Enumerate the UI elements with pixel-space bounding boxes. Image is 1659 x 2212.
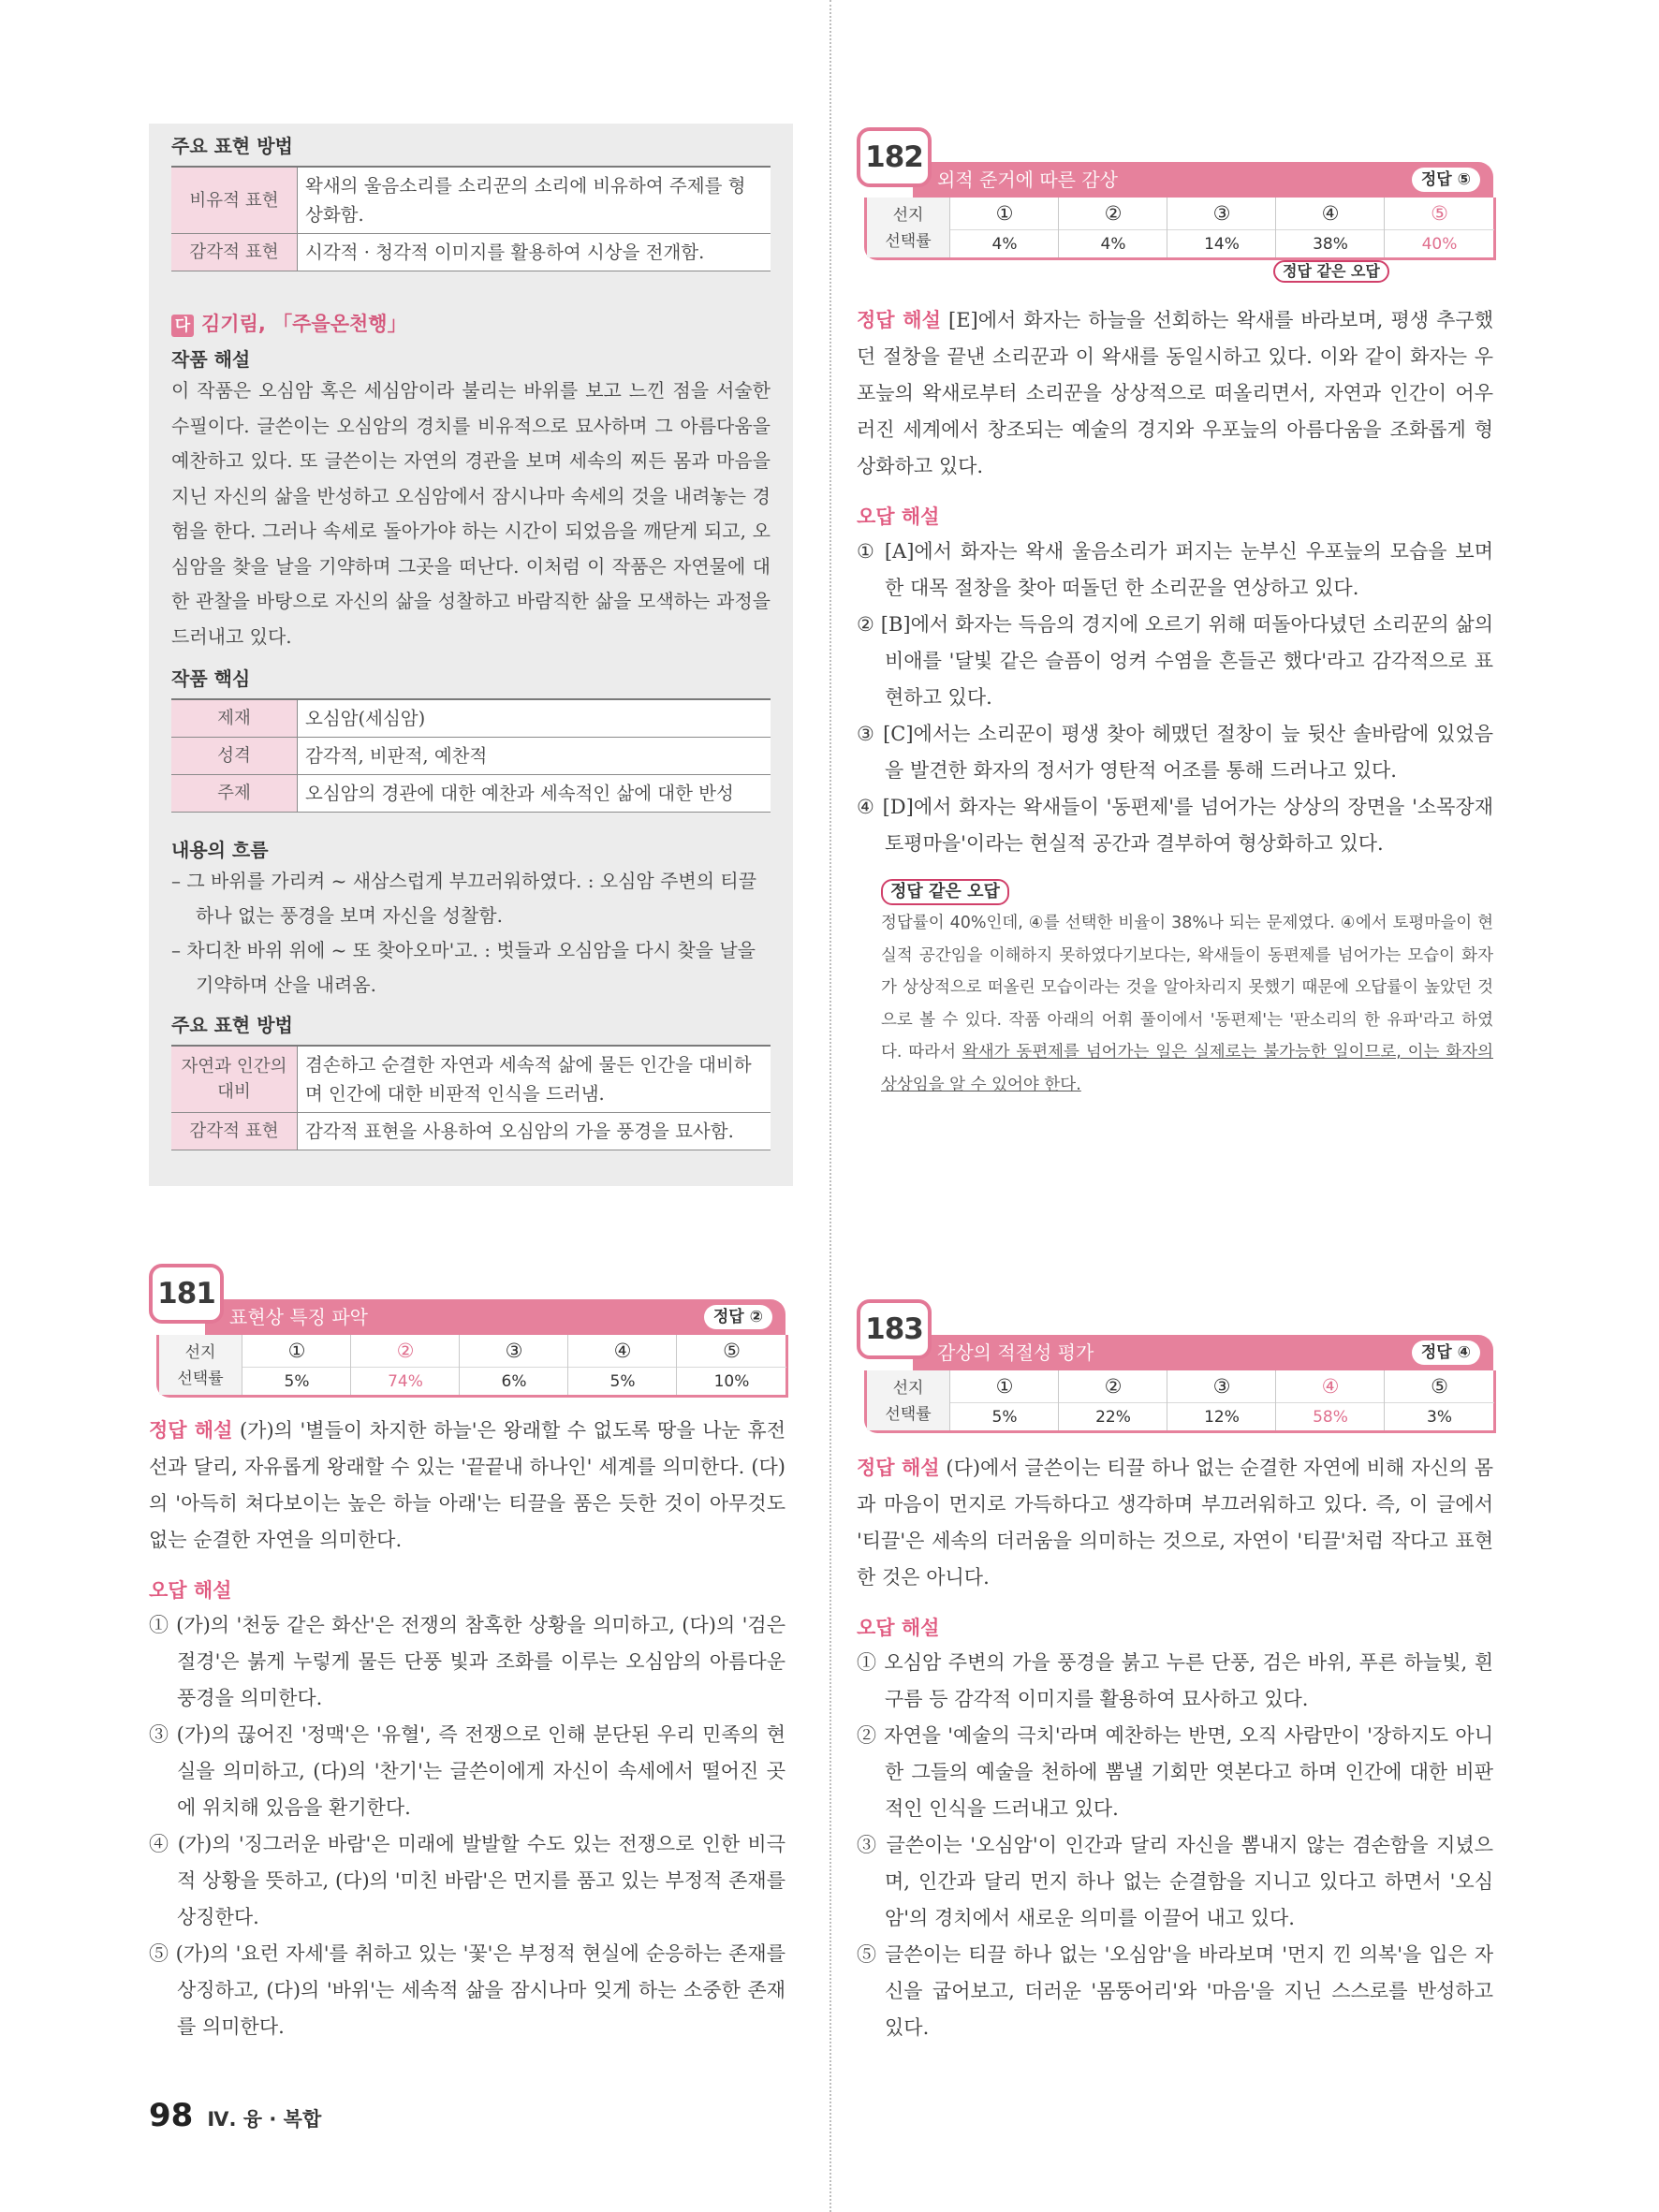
table-row: [171, 167, 771, 234]
wrong-answer-head: 오답 해설: [857, 1617, 940, 1639]
list-item: – 그 바위를 가리켜 ~ 새삼스럽게 부끄러워하였다. : 오심암 주변의 티끌 하나 없는 풍경을 보며 자신을 성찰함.: [171, 870, 757, 927]
option-rate: 58%: [1313, 1408, 1348, 1427]
option-column: [949, 1370, 1059, 1430]
row-value: 왁새의 울음소리를 소리꾼의 소리에 비유하여 주제를 형상화함.: [298, 167, 771, 234]
list-item: ③ [C]에서는 소리꾼이 평생 찾아 헤맸던 절창이 늪 뒷산 솔바람에 있었음을 발견한 화자의 정서가 영탄적 어조를 통해 드러나고 있다.: [857, 723, 1493, 782]
list-item: – 차디찬 바위 위에 ~ 또 찾아오마'고. : 벗들과 오심암을 다시 찾을 날을 기약하며 산을 내려옴.: [171, 939, 756, 996]
list-item: ① [A]에서 화자는 왁새 울음소리가 퍼지는 눈부신 우포늪의 모습을 보며 한 대목 절창을 찾아 떠돌던 한 소리꾼을 연상하고 있다.: [857, 540, 1493, 599]
option-rate: 3%: [1427, 1408, 1452, 1427]
rate-label: 선택률: [885, 1405, 932, 1424]
question-182-body: [857, 301, 1493, 1102]
page-footer: [149, 2097, 321, 2138]
wrong-answer-head: 오답 해설: [857, 505, 940, 528]
question-number: 183: [857, 1299, 932, 1359]
option-column: [459, 1335, 568, 1395]
question-183-body: [857, 1449, 1493, 2046]
rate-header: [159, 1335, 242, 1395]
trap-note: [857, 879, 1493, 1102]
question-181-header: [149, 1264, 785, 1391]
question-number: 182: [857, 127, 932, 187]
core-table: [171, 698, 771, 813]
question-title-bar: [205, 1299, 785, 1335]
option-symbol: ②: [1059, 198, 1167, 230]
list-item: ① 오심암 주변의 가을 풍경을 붉고 누른 단풍, 검은 바위, 푸른 하늘빛, 흰 구름 등 감각적 이미지를 활용하여 묘사하고 있다.: [857, 1651, 1493, 1710]
rate-label: 선택률: [885, 232, 932, 251]
option-symbol: ⑤: [1385, 1370, 1494, 1403]
selection-rate-table: [156, 1335, 788, 1398]
answer-head: 정답 해설: [149, 1418, 233, 1442]
work-heading: [171, 309, 771, 337]
option-rate: 5%: [284, 1372, 310, 1391]
wrong-answer-list: [857, 534, 1493, 862]
option-rate: 38%: [1313, 235, 1348, 254]
row-label: 주제: [171, 775, 298, 813]
answer-explanation: [149, 1412, 785, 1559]
answer-head: 정답 해설: [857, 308, 941, 331]
expression-title-1: 주요 표현 방법: [171, 135, 293, 157]
flow-list: [171, 864, 771, 1003]
rate-header: [867, 1370, 949, 1430]
row-label: 제재: [171, 699, 298, 738]
option-symbol: ①: [950, 1370, 1059, 1403]
option-rate: 5%: [609, 1372, 636, 1391]
question-182-header: [857, 127, 1493, 286]
option-column: [1167, 198, 1276, 257]
selection-rate-table: [864, 198, 1496, 260]
option-column: [1058, 1370, 1167, 1430]
row-label: 비유적 표현: [171, 167, 298, 234]
page-number: 98: [149, 2097, 194, 2134]
table-row: [171, 1113, 771, 1150]
flow-title: 내용의 흐름: [171, 839, 269, 861]
list-item: ③ (가)의 끊어진 '정맥'은 '유혈', 즉 전쟁으로 인해 분단된 우리 민족의 현실을 의미하고, (다)의 '찬기'는 글쓴이에게 자신이 속세에서 떨어진 곳에 위치해 있음을 환기한다.: [149, 1723, 785, 1819]
option-symbol: ①: [950, 198, 1059, 230]
option-symbol: ②: [351, 1335, 460, 1368]
row-value: 오심암(세심암): [298, 699, 771, 738]
option-rate: 5%: [991, 1408, 1018, 1427]
option-column: [676, 1335, 786, 1395]
answer-badge: 정답 ④: [1412, 1340, 1480, 1365]
question-title: 감상의 적절성 평가: [937, 1341, 1094, 1364]
table-row: [171, 1046, 771, 1113]
core-title: 작품 핵심: [171, 667, 251, 690]
list-item: ① (가)의 '천둥 같은 화산'은 전쟁의 참혹한 상황을 의미하고, (다)의 '검은 절경'은 붉게 누렇게 물든 단풍 빛과 조화를 이루는 오심암의 아름다운 풍경을 의미한다.: [149, 1614, 785, 1709]
wrong-answer-list: [149, 1607, 785, 2045]
option-rate: 12%: [1204, 1408, 1240, 1427]
question-number: 181: [149, 1264, 224, 1324]
note-underlined: 왁새가 동편제를 넘어가는 일은 실제로는 불가능한 일이므로, 이는 화자의 상상임을 알 수 있어야 한다.: [881, 1043, 1493, 1094]
list-item: ④ (가)의 '징그러운 바람'은 미래에 발발할 수도 있는 전쟁으로 인한 비극적 상황을 뜻하고, (다)의 '미친 바람'은 먼지를 품고 있는 부정적 존재를 상징한다.: [149, 1833, 785, 1928]
expression-table-2: [171, 1045, 771, 1150]
work-title: 김기림, 「주을온천행」: [201, 313, 407, 335]
table-row: [171, 775, 771, 813]
option-label: 선지: [892, 1379, 924, 1398]
option-rate: 22%: [1095, 1408, 1131, 1427]
question-title: 외적 준거에 따른 감상: [937, 168, 1118, 191]
note-plain: 정답률이 40%인데, ④를 선택한 비율이 38%나 되는 문제였다. ④에서 토평마을이 현실적 공간임을 이해하지 못하였다기보다는, 왁새들이 동편제를 넘어가는 모습이 화자가 상상적으로 떠올린 모습이라는 것을 알아차리지 못했기 때문에 오답률이 높았던 것으로 볼 수 있다. 작품 아래의 어휘 풀이에서 '동편제'는 '판소리의 한 유파'라고 하였다. 따라서: [881, 914, 1493, 1062]
row-label: 자연과 인간의 대비: [171, 1046, 298, 1113]
question-181-body: [149, 1412, 785, 2045]
option-column: [242, 1335, 351, 1395]
expression-title-2: 주요 표현 방법: [171, 1014, 293, 1036]
row-value: 시각적 · 청각적 이미지를 활용하여 시상을 전개함.: [298, 234, 771, 271]
option-rate: 6%: [501, 1372, 527, 1391]
list-item: ⑤ (가)의 '요런 자세'를 취하고 있는 '꽃'은 부정적 현실에 순응하는 존재를 상징하고, (다)의 '바위'는 세속적 삶을 잠시나마 잊게 하는 소중한 존재를 의미한다.: [149, 1942, 785, 2038]
option-symbol: ③: [1167, 1370, 1276, 1403]
option-symbol: ⑤: [677, 1335, 786, 1368]
row-value: 감각적 표현을 사용하여 오심암의 가을 풍경을 묘사함.: [298, 1113, 771, 1150]
row-value: 감각적, 비판적, 예찬적: [298, 738, 771, 775]
option-column: [567, 1335, 677, 1395]
answer-badge: 정답 ⑤: [1412, 168, 1480, 192]
option-symbol: ④: [1276, 198, 1385, 230]
expression-table-1: [171, 166, 771, 271]
answer-explanation: [857, 1449, 1493, 1596]
option-symbol: ④: [1276, 1370, 1385, 1403]
answer-badge: 정답 ②: [704, 1305, 772, 1329]
row-value: 겸손하고 순결한 자연과 세속적 삶에 물든 인간을 대비하며 인간에 대한 비판적 인식을 드러냄.: [298, 1046, 771, 1113]
row-label: 성격: [171, 738, 298, 775]
answer-text: (다)에서 글쓴이는 티끌 하나 없는 순결한 자연에 비해 자신의 몸과 마음이 먼지로 가득하다고 생각하며 부끄러워하고 있다. 즉, 이 글에서 '티끌'은 세속의 더러움을 의미하는 것으로, 자연이 '티끌'처럼 작다고 표현한 것은 아니다.: [857, 1457, 1493, 1589]
analysis-text: 이 작품은 오심암 혹은 세심암이라 불리는 바위를 보고 느낀 점을 서술한 수필이다. 글쓴이는 오심암의 경치를 비유적으로 묘사하며 그 아름다움을 예찬하고 있다. 또 글쓴이는 자연의 경관을 보며 세속의 찌든 몸과 마음을 지닌 자신의 삶을 반성하고 오심암에서 잠시나마 속세의 것을 내려놓는 경험을 한다. 그러나 속세로 돌아가야 하는 시간이 되었음을 깨닫게 되고, 오심암을 찾을 날을 기약하며 그곳을 떠난다. 이처럼 이 작품은 자연물에 대한 관찰을 바탕으로 자신의 삶을 성찰하고 바람직한 삶을 모색하는 과정을 드러내고 있다.: [171, 379, 771, 648]
option-symbol: ④: [568, 1335, 677, 1368]
column-divider: [830, 0, 831, 2212]
question-title-bar: [913, 1335, 1493, 1370]
option-column: [949, 198, 1059, 257]
option-symbol: ③: [1167, 198, 1276, 230]
list-item: ② 자연을 '예술의 극치'라며 예찬하는 반면, 오직 사람만이 '장하지도 아니한 그들의 예술을 천하에 뽐낼 기회만 엿본다고 하며 인간에 대한 비판적인 인식을 드러내고 있다.: [857, 1724, 1493, 1820]
option-rate: 40%: [1421, 235, 1458, 254]
section-tag: 다: [171, 315, 194, 337]
option-rate: 14%: [1204, 235, 1240, 254]
answer-head: 정답 해설: [857, 1456, 940, 1479]
list-item: ④ [D]에서 화자는 왁새들이 '동편제'를 넘어가는 상상의 장면을 '소목장재 토평마을'이라는 현실적 공간과 결부하여 형상화하고 있다.: [857, 796, 1493, 855]
answer-explanation: [857, 301, 1493, 485]
row-label: 감각적 표현: [171, 234, 298, 271]
section-name: Ⅳ. 융 · 복합: [207, 2108, 322, 2131]
trap-callout: 정답 같은 오답: [1273, 260, 1389, 283]
table-row: [171, 234, 771, 271]
option-column: [1167, 1370, 1276, 1430]
option-rate: 74%: [388, 1372, 423, 1391]
analysis-title: 작품 해설: [171, 348, 251, 371]
table-row: [171, 699, 771, 738]
rate-header: [867, 198, 949, 257]
question-title-bar: [913, 162, 1493, 198]
row-label: 감각적 표현: [171, 1113, 298, 1150]
option-column: [1384, 1370, 1494, 1430]
note-label: 정답 같은 오답: [881, 879, 1009, 905]
option-symbol: ③: [460, 1335, 568, 1368]
list-item: ③ 글쓴이는 '오심암'이 인간과 달리 자신을 뽐내지 않는 겸손함을 지녔으며, 인간과 달리 먼지 하나 없는 순결함을 지니고 있다고 하면서 '오심암'의 경치에서 새로운 의미를 이끌어 내고 있다.: [857, 1834, 1493, 1929]
answer-text: [E]에서 화자는 하늘을 선회하는 왁새를 바라보며, 평생 추구했던 절창을 끝낸 소리꾼과 이 왁새를 동일시하고 있다. 이와 같이 화자는 우포늪의 왁새로부터 소리꾼을 상상적으로 떠올리면서, 자연과 인간이 어우러진 세계에서 창조되는 예술의 경지와 우포늪의 아름다움을 조화롭게 형상화하고 있다.: [857, 309, 1493, 477]
table-row: [171, 738, 771, 775]
question-title: 표현상 특징 파악: [229, 1306, 368, 1328]
wrong-answer-list: [857, 1645, 1493, 2046]
option-column: [350, 1335, 460, 1395]
option-label: 선지: [892, 206, 924, 225]
option-rate: 4%: [991, 235, 1018, 254]
question-183-header: [857, 1299, 1493, 1427]
answer-text: (가)의 '별들이 차지한 하늘'은 왕래할 수 없도록 땅을 나눈 휴전선과 달리, 자유롭게 왕래할 수 있는 '끝끝내 하나인' 세계를 의미한다. (다)의 '아득히 쳐다보이는 높은 하늘 아래'는 티끌을 품은 듯한 것이 아무것도 없는 순결한 자연을 의미한다.: [149, 1419, 785, 1551]
option-symbol: ⑤: [1385, 198, 1494, 230]
option-label: 선지: [184, 1343, 216, 1362]
option-rate: 4%: [1100, 235, 1126, 254]
option-column: [1384, 198, 1494, 257]
option-column: [1275, 1370, 1385, 1430]
row-value: 오심암의 경관에 대한 예찬과 세속적인 삶에 대한 반성: [298, 775, 771, 813]
option-column: [1058, 198, 1167, 257]
option-rate: 10%: [713, 1372, 750, 1391]
note-text: [881, 907, 1493, 1102]
list-item: ② [B]에서 화자는 득음의 경지에 오르기 위해 떠돌아다녔던 소리꾼의 삶의 비애를 '달빛 같은 슬픔이 엉켜 수염을 흔들곤 했다'라고 감각적으로 표현하고 있다.: [857, 613, 1493, 709]
option-symbol: ②: [1059, 1370, 1167, 1403]
work-summary-box: [149, 124, 793, 1186]
rate-label: 선택률: [177, 1370, 224, 1388]
option-symbol: ①: [242, 1335, 351, 1368]
list-item: ⑤ 글쓴이는 티끌 하나 없는 '오심암'을 바라보며 '먼지 낀 의복'을 입은 자신을 굽어보고, 더러운 '몸뚱어리'와 '마음'을 지닌 스스로를 반성하고 있다.: [857, 1943, 1493, 2039]
option-column: [1275, 198, 1385, 257]
selection-rate-table: [864, 1370, 1496, 1433]
wrong-answer-head: 오답 해설: [149, 1579, 232, 1602]
